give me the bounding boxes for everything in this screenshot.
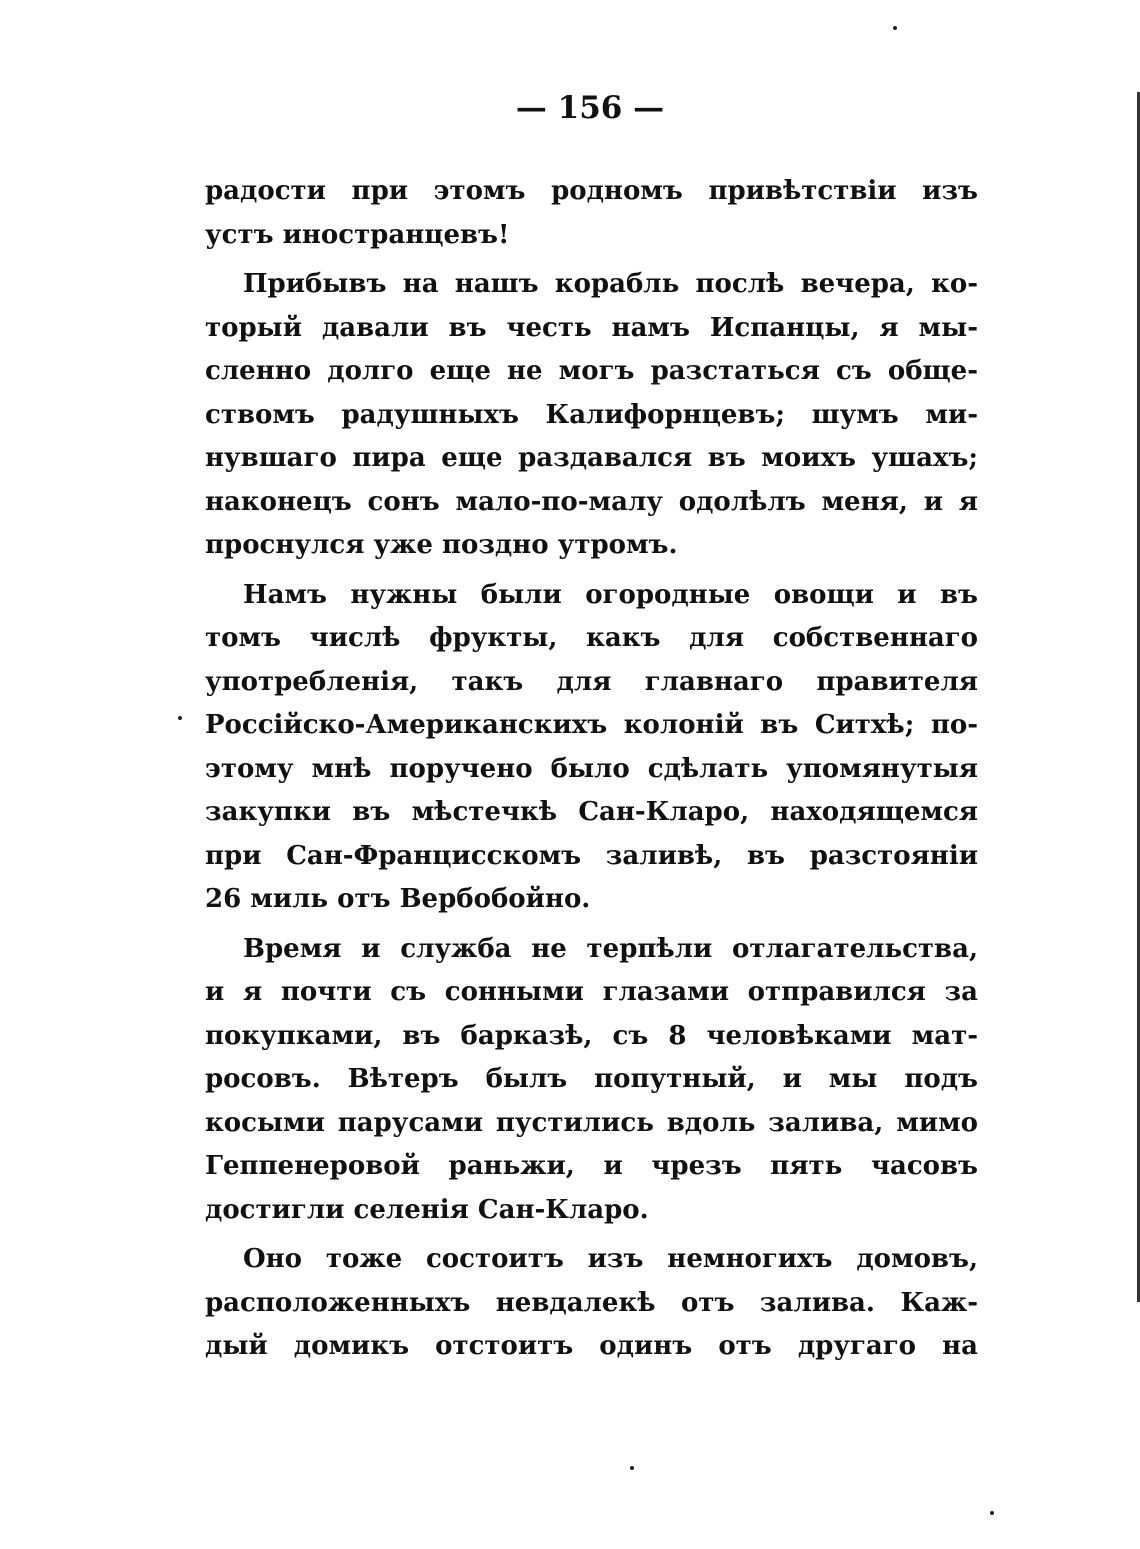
text-line: устъ иностранцевъ! [205, 219, 510, 250]
text-line: при Сан-Францисскомъ заливѣ, въ разстояніи [205, 840, 978, 871]
text-line: сленно долго еще не могъ разстаться съ обще- [205, 356, 978, 386]
scan-speck [893, 26, 897, 30]
text-line: этому мнѣ поручено было сдѣлать упомянутыя [205, 753, 978, 784]
text-line: росовъ. Вѣтеръ былъ попутный, и мы подъ [205, 1064, 978, 1094]
text-line: наконецъ сонъ мало-по-малу одолѣлъ меня, и я [205, 486, 978, 517]
text-line: Намъ нужны были огородные овощи и въ [243, 579, 978, 610]
scan-speck [990, 1511, 994, 1515]
text-line: томъ числѣ фрукты, какъ для собственнаго [205, 623, 978, 653]
text-line: Оно тоже состоитъ изъ немногихъ домовъ, [243, 1244, 978, 1274]
text-line: 26 миль отъ Вербобойно. [205, 884, 591, 914]
text-line: нувшаго пира еще раздавался въ моихъ ушахъ; [205, 443, 978, 473]
text-line: ствомъ радушныхъ Калифорнцевъ; шумъ ми- [205, 399, 978, 430]
text-line: расположенныхъ невдалекѣ отъ залива. Каж- [205, 1287, 978, 1318]
text-line: покупками, въ барказѣ, съ 8 человѣками мат- [205, 1020, 978, 1051]
scan-speck [630, 1466, 634, 1470]
text-line: Геппенеровой раньжи, и чрезъ пять часовъ [205, 1151, 978, 1181]
text-line: торый давали въ честь намъ Испанцы, я мы- [205, 312, 978, 343]
scan-speck [178, 716, 182, 720]
text-line: Россійско-Американскихъ колоній въ Ситхѣ; по- [205, 710, 978, 740]
text-line: дый домикъ отстоитъ одинъ отъ другаго на [205, 1331, 978, 1361]
text-line: Прибывъ на нашъ корабль послѣ вечера, ко- [243, 269, 978, 299]
text-line: закупки въ мѣстечкѣ Сан-Кларо, находящемся [205, 797, 978, 827]
text-line: Время и служба не терпѣли отлагательства, [243, 933, 978, 964]
body-text [205, 170, 978, 1369]
text-line: достигли селенія Сан-Кларо. [205, 1194, 649, 1225]
text-line: проснулся уже поздно утромъ. [205, 530, 678, 560]
text-line: косыми парусами пустились вдоль залива, мимо [205, 1107, 978, 1138]
text-line: и я почти съ сонными глазами отправился за [205, 977, 978, 1007]
page-number: — 156 — [515, 90, 665, 126]
text-line: употребленія, такъ для главнаго правителя [205, 666, 978, 697]
text-line: радости при этомъ родномъ привѣтствіи изъ [205, 176, 978, 206]
